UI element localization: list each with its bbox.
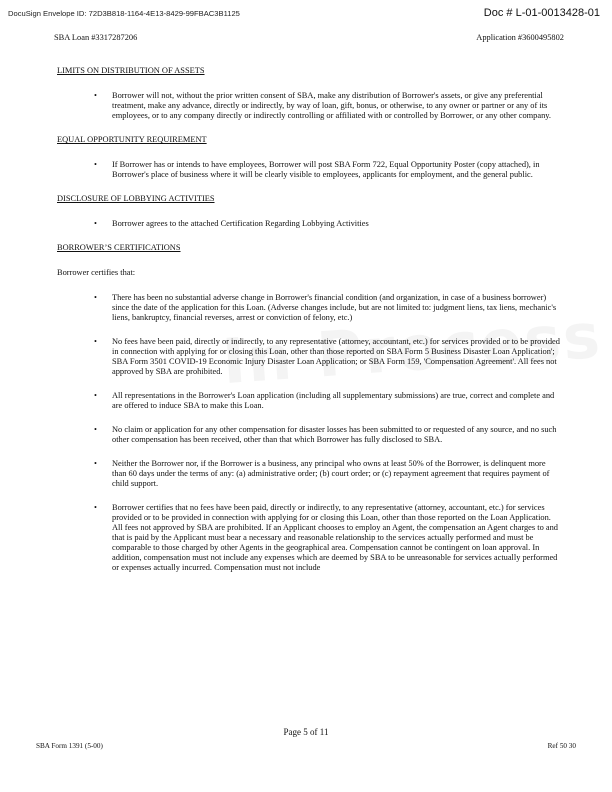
bullet-text: Borrower certifies that no fees have been paid, directly or indirectly, to any representative (attorney, accountant, etc.) for services provided or to be provided in connection with applying for or closing this Loan, other than those reported on the Loan Application. All fees not approved by SBA are prohibited. If an Applicant chooses to employ an Agent, the compensation an Agent charges to and that is paid by the Applicant must bear a necessary and reasonable relationship to the services actually performed and must be comparable to those charged by other Agents in the geographical area. Compensation cannot be contingent on loan approval. In addition, compensation must not include any expenses which are deemed by SBA to be unreasonable for services actually performed or expenses actually incurred. Compensation must not include xyxy=(112,503,558,572)
doc-number: Doc # L-01-0013428-01 xyxy=(483,7,600,19)
section-heading: EQUAL OPPORTUNITY REQUIREMENT xyxy=(57,135,207,144)
bullet-text: Neither the Borrower nor, if the Borrower is a business, any principal who owns at least 50% of the Borrower, is delinquent more than 60 days under the terms of any: (a) administrative order; (b) court order; or (c) repayment agreement that requires payment of child support. xyxy=(112,459,550,488)
list-item xyxy=(57,425,562,445)
bullet-text: No fees have been paid, directly or indirectly, to any representative (attorney, accountant, etc.) for services provided or to be provided in connection with applying for or closing this Loan, other than those reported on SBA Form 5 Business Disaster Loan Application'; SBA Form 3501 COVID-19 Economic Injury Disaster Loan Application; or SBA Form 159, 'Compensation Agreement'. All fees not approved by SBA are prohibited. xyxy=(112,337,560,376)
document-body xyxy=(57,66,562,587)
section-borrower-certifications xyxy=(57,243,562,573)
section-lobbying-disclosure xyxy=(57,194,562,229)
application-number: Application #3600495802 xyxy=(476,33,564,42)
bullet-list xyxy=(57,219,562,229)
list-item xyxy=(57,503,562,573)
section-limits-on-distribution xyxy=(57,66,562,121)
bullet-text: No claim or application for any other compensation for disaster losses has been submitted to or requested of any source, and no such other compensation has been received, other than that which Borrower has fully disclosed to SBA. xyxy=(112,425,557,444)
docusign-envelope-id: DocuSign Envelope ID: 72D3B818-1164-4E13-8429-99FBAC3B1125 xyxy=(8,9,240,18)
section-heading: DISCLOSURE OF LOBBYING ACTIVITIES xyxy=(57,194,215,203)
list-item xyxy=(57,391,562,411)
bullet-list xyxy=(57,160,562,180)
bullet-text: Borrower will not, without the prior written consent of SBA, make any distribution of Borrower's assets, or give any preferential treatment, make any advance, directly or indirectly, by way of loan, gift, bonus, or otherwise, to any owner or partner or any of its employees, or to any company directly or indirectly controlling or affiliated with or controlled by Borrower, or any other company. xyxy=(112,91,551,120)
bullet-icon: • xyxy=(94,293,97,302)
section-equal-opportunity xyxy=(57,135,562,180)
list-item xyxy=(57,219,562,229)
bullet-icon: • xyxy=(94,425,97,434)
list-item xyxy=(57,91,562,121)
bullet-icon: • xyxy=(94,219,97,228)
section-heading: BORROWER’S CERTIFICATIONS xyxy=(57,243,181,252)
bullet-list xyxy=(57,293,562,573)
bullet-icon: • xyxy=(94,459,97,468)
certifications-intro: Borrower certifies that: xyxy=(57,268,136,277)
bullet-icon: • xyxy=(94,337,97,346)
bullet-icon: • xyxy=(94,160,97,169)
section-heading: LIMITS ON DISTRIBUTION OF ASSETS xyxy=(57,66,205,75)
bullet-text: If Borrower has or intends to have employees, Borrower will post SBA Form 722, Equal Opportunity Poster (copy attached), in Borrower's place of business where it will be clearly visible to employees, applicants for employment, and the general public. xyxy=(112,160,540,179)
bullet-icon: • xyxy=(94,391,97,400)
sba-loan-number: SBA Loan #3317287206 xyxy=(54,33,138,42)
list-item xyxy=(57,337,562,377)
bullet-text: There has been no substantial adverse change in Borrower's financial condition (and organization, in case of a business borrower) since the date of the application for this Loan. (Adverse changes include, but are not limited to: judgment liens, tax liens, mechanic's liens, bankruptcy, financial reverses, arrest or conviction of felony, etc.) xyxy=(112,293,557,322)
bullet-icon: • xyxy=(94,91,97,100)
bullet-text: All representations in the Borrower's Loan application (including all supplementary submissions) are true, correct and complete and are offered to induce SBA to make this Loan. xyxy=(112,391,555,410)
list-item xyxy=(57,293,562,323)
bullet-list xyxy=(57,91,562,121)
bullet-icon: • xyxy=(94,503,97,512)
page-number: Page 5 of 11 xyxy=(283,727,329,737)
list-item xyxy=(57,160,562,180)
list-item xyxy=(57,459,562,489)
reference-number: Ref 50 30 xyxy=(547,742,576,750)
bullet-text: Borrower agrees to the attached Certification Regarding Lobbying Activities xyxy=(112,219,369,228)
form-number: SBA Form 1391 (5-00) xyxy=(36,742,103,750)
